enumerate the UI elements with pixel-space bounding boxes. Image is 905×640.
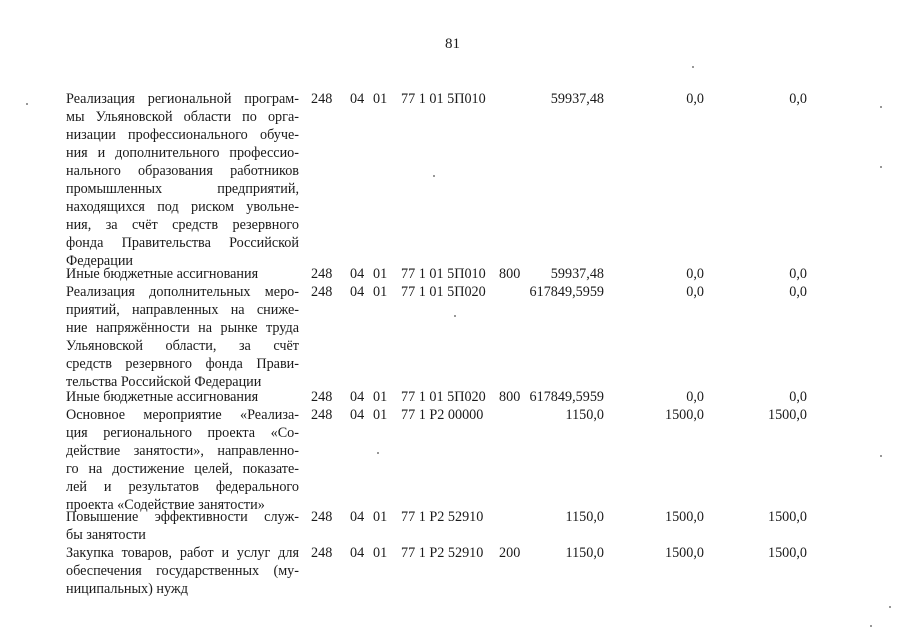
row-description [66, 283, 299, 391]
description-line: Повышение эффективности служ- [66, 509, 299, 525]
amount-year3-cell: 0,0 [789, 266, 807, 282]
description-line: действие занятости», направленно- [66, 443, 299, 459]
description-line: го на достижение целей, показате- [66, 461, 299, 477]
section-code-cell: 04 [350, 389, 365, 405]
amount-year1-cell: 1150,0 [565, 509, 604, 525]
amount-year2-cell: 1500,0 [664, 545, 704, 561]
subsection-code-cell: 01 [373, 284, 388, 300]
section-code-cell: 04 [350, 266, 365, 282]
ministry-code-cell: 248 [311, 545, 333, 561]
amount-year2-cell: 0,0 [686, 266, 704, 282]
description-line: бы занятости [66, 527, 146, 543]
scan-speck [880, 166, 882, 168]
description-line: ние напряжённости на рынке труда [66, 320, 299, 336]
subsection-code-cell: 01 [373, 545, 388, 561]
amount-year2-cell: 0,0 [686, 389, 704, 405]
target-article-cell: 77 1 Р2 52910 [401, 509, 484, 525]
expense-type-cell: 800 [499, 389, 521, 405]
subsection-code-cell: 01 [373, 91, 388, 107]
subsection-code-cell: 01 [373, 407, 388, 423]
row-description [66, 265, 299, 283]
row-description [66, 406, 299, 514]
amount-year1-cell: 617849,5959 [529, 389, 604, 405]
description-line: Реализация региональной програм- [66, 91, 299, 107]
row-description [66, 90, 299, 270]
description-line: ция регионального проекта «Со- [66, 425, 299, 441]
row-description [66, 544, 299, 598]
amount-year2-cell: 1500,0 [664, 407, 704, 423]
amount-year2-cell: 1500,0 [664, 509, 704, 525]
description-line: средств резервного фонда Прави- [66, 356, 299, 372]
description-line: ниципальных) нужд [66, 581, 188, 597]
expense-type-cell: 200 [499, 545, 521, 561]
amount-year1-cell: 1150,0 [565, 407, 604, 423]
scan-speck [880, 106, 882, 108]
page-number: 81 [445, 36, 460, 52]
ministry-code-cell: 248 [311, 407, 333, 423]
description-line: промышленных предприятий, [66, 181, 299, 197]
row-description [66, 388, 299, 406]
description-line: Реализация дополнительных меро- [66, 284, 299, 300]
ministry-code-cell: 248 [311, 91, 333, 107]
description-line: Иные бюджетные ассигнования [66, 389, 259, 405]
scan-speck [889, 606, 891, 608]
description-line: Федерации [66, 253, 134, 269]
description-line: приятий, направленных на сниже- [66, 302, 299, 318]
amount-year3-cell: 1500,0 [767, 509, 807, 525]
description-line: проекта «Содействие занятости» [66, 497, 265, 513]
description-line: Основное мероприятие «Реализа- [66, 407, 299, 423]
scan-speck [692, 66, 694, 68]
scan-speck [377, 452, 379, 454]
amount-year3-cell: 0,0 [789, 389, 807, 405]
description-line: ния, за счёт средств резервного [66, 217, 299, 233]
ministry-code-cell: 248 [311, 284, 333, 300]
section-code-cell: 04 [350, 284, 365, 300]
amount-year3-cell: 1500,0 [767, 545, 807, 561]
description-line: находящихся под риском увольне- [66, 199, 299, 215]
section-code-cell: 04 [350, 91, 365, 107]
section-code-cell: 04 [350, 545, 365, 561]
description-line: мы Ульяновской области по орга- [66, 109, 299, 125]
amount-year1-cell: 59937,48 [550, 266, 604, 282]
description-line: Иные бюджетные ассигнования [66, 266, 259, 282]
description-line: Закупка товаров, работ и услуг для [66, 545, 299, 561]
ministry-code-cell: 248 [311, 509, 333, 525]
scan-speck [880, 455, 882, 457]
amount-year1-cell: 1150,0 [565, 545, 604, 561]
target-article-cell: 77 1 01 5П020 [401, 389, 486, 405]
amount-year1-cell: 617849,5959 [529, 284, 604, 300]
scan-speck [433, 175, 435, 177]
subsection-code-cell: 01 [373, 389, 388, 405]
target-article-cell: 77 1 Р2 00000 [401, 407, 484, 423]
description-line: низации профессионального обуче- [66, 127, 299, 143]
amount-year2-cell: 0,0 [686, 91, 704, 107]
scan-speck [454, 315, 456, 317]
description-line: ния и дополнительного профессио- [66, 145, 299, 161]
amount-year1-cell: 59937,48 [550, 91, 604, 107]
ministry-code-cell: 248 [311, 266, 333, 282]
amount-year3-cell: 1500,0 [767, 407, 807, 423]
description-line: нального образования работников [66, 163, 299, 179]
target-article-cell: 77 1 01 5П020 [401, 284, 486, 300]
description-line: тельства Российской Федерации [66, 374, 262, 390]
description-line: фонда Правительства Российской [66, 235, 299, 251]
scan-speck [870, 625, 872, 627]
target-article-cell: 77 1 Р2 52910 [401, 545, 484, 561]
amount-year3-cell: 0,0 [789, 284, 807, 300]
subsection-code-cell: 01 [373, 266, 388, 282]
row-description [66, 508, 299, 544]
section-code-cell: 04 [350, 407, 365, 423]
amount-year3-cell: 0,0 [789, 91, 807, 107]
description-line: лей и результатов федерального [66, 479, 299, 495]
expense-type-cell: 800 [499, 266, 521, 282]
scan-speck [26, 103, 28, 105]
description-line: Ульяновской области, за счёт [66, 338, 299, 354]
target-article-cell: 77 1 01 5П010 [401, 91, 486, 107]
description-line: обеспечения государственных (му- [66, 563, 299, 579]
amount-year2-cell: 0,0 [686, 284, 704, 300]
subsection-code-cell: 01 [373, 509, 388, 525]
ministry-code-cell: 248 [311, 389, 333, 405]
target-article-cell: 77 1 01 5П010 [401, 266, 486, 282]
section-code-cell: 04 [350, 509, 365, 525]
